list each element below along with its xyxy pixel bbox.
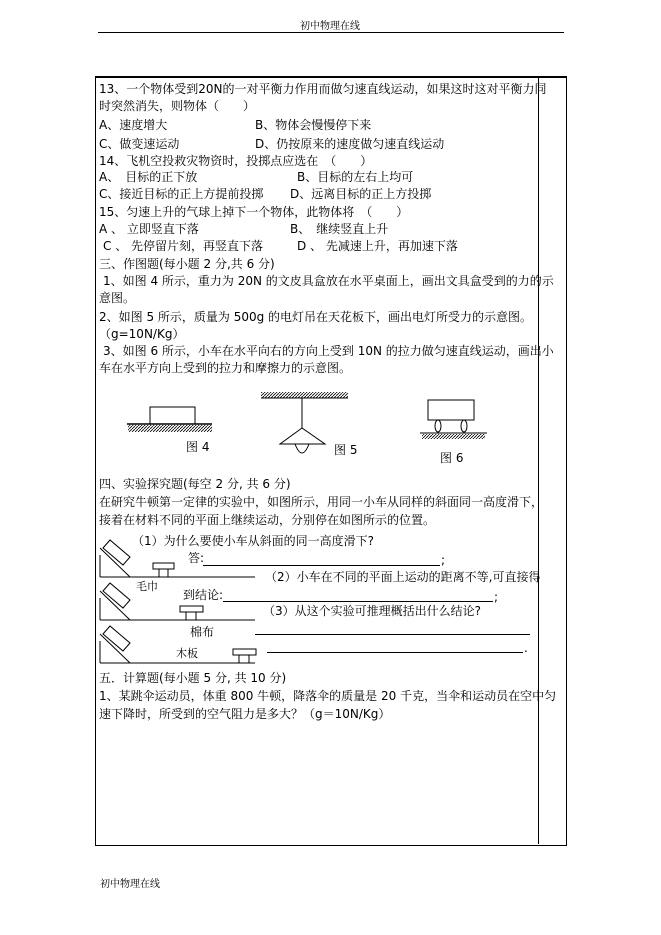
s3-q1: 意图。	[99, 291, 136, 305]
figure-4-caption: 图 4	[186, 440, 210, 454]
s4-q1: （1）为什么要使小车从斜面的同一高度滑下?	[132, 534, 375, 548]
s4-q2: 到结论:	[183, 588, 224, 602]
s4-intro: 在研究牛顿第一定律的实验中，如图所示，用同一小车从同样的斜面同一高度滑下，	[99, 495, 544, 509]
q13-stem: 13、一个物体受到20N的一对平衡力作用而做匀速直线运动，如果这时这对平衡力同	[99, 82, 547, 96]
s3-q3: 车在水平方向上受到的拉力和摩擦力的示意图。	[99, 361, 352, 375]
q13-option-c: C、做变速运动	[99, 137, 180, 151]
s4-q2: （2）小车在不同的平面上运动的距离不等,可直接得	[265, 570, 541, 584]
semicolon: ;	[441, 553, 446, 567]
answer-line-3[interactable]	[255, 634, 530, 635]
q15-stem: 15、匀速上升的气球上掉下一个物体，此物体将 （ ）	[99, 205, 409, 219]
section-3-title: 三、作图题(每小题 2 分,共 6 分)	[99, 257, 275, 271]
figure-4-box-on-table	[127, 407, 212, 432]
s4-q3: （3）从这个实验可推理概括出什么结论?	[263, 604, 482, 618]
section-5-title: 五．计算题(每小题 5 分, 共 10 分)	[99, 671, 287, 685]
surface-label-towel: 毛巾	[136, 580, 158, 593]
answer-line-2[interactable]	[223, 601, 493, 602]
q14-stem: 14、飞机空投救灾物资时，投掷点应选在 （ ）	[99, 154, 373, 168]
s5-q1: 速下降时，所受到的空气阻力是多大？（g＝10N/Kg）	[99, 707, 391, 721]
period: .	[524, 641, 528, 655]
semicolon: ;	[494, 590, 499, 604]
q14-option-c: C、接近目标的正上方提前投掷	[99, 187, 264, 201]
s3-q2: （g=10N/Kg）	[99, 327, 185, 341]
answer-line-1[interactable]	[203, 565, 440, 566]
page-header: 初中物理在线	[300, 21, 360, 32]
s3-q3: 3、如图 6 所示，小车在水平向右的方向上受到 10N 的拉力做匀速直线运动，画出小	[103, 344, 554, 358]
q13-option-b: B、物体会慢慢停下来	[255, 118, 372, 132]
figure-5-caption: 图 5	[334, 443, 358, 457]
s3-q1: 1、如图 4 所示，重力为 20N 的文皮具盒放在水平桌面上，画出文具盒受到的力的示	[103, 274, 554, 288]
surface-label-wood: 木板	[176, 647, 198, 660]
q13-stem: 时突然消失，则物体（ ）	[99, 99, 256, 113]
s4-intro: 接着在材料不同的平面上继续运动，分别停在如图所示的位置。	[99, 513, 436, 527]
q13-option-d: D、仍按原来的速度做匀速直线运动	[255, 137, 445, 151]
answer-label: 答:	[188, 551, 205, 565]
s3-q2: 2、如图 5 所示，质量为 500g 的电灯吊在天花板下，画出电灯所受力的示意图。	[99, 310, 533, 324]
figure-5-hanging-lamp	[261, 392, 348, 453]
page-footer: 初中物理在线	[100, 879, 160, 890]
answer-line-4[interactable]	[267, 652, 523, 653]
figure-6-cart	[420, 400, 487, 439]
surface-label-cotton: 棉布	[190, 625, 215, 639]
q14-option-d: D、远离目标的正上方投掷	[290, 187, 432, 201]
q15-option-d: D 、 先减速上升，再加速下落	[297, 239, 458, 253]
q15-option-b: B、 继续竖直上升	[290, 222, 389, 236]
q14-option-b: B、目标的左右上均可	[297, 170, 414, 184]
section-4-title: 四、实验探究题(每空 2 分, 共 6 分)	[99, 477, 291, 491]
s5-q1: 1、某跳伞运动员，体重 800 牛顿，降落伞的质量是 20 千克，当伞和运动员在空中匀	[99, 689, 557, 703]
q15-option-c: C 、 先停留片刻，再竖直下落	[103, 239, 264, 253]
q14-option-a: A、 目标的正下放	[99, 170, 198, 184]
q15-option-a: A 、 立即竖直下落	[99, 222, 199, 236]
figure-6-caption: 图 6	[440, 451, 464, 465]
q13-option-a: A、速度增大	[99, 118, 168, 132]
